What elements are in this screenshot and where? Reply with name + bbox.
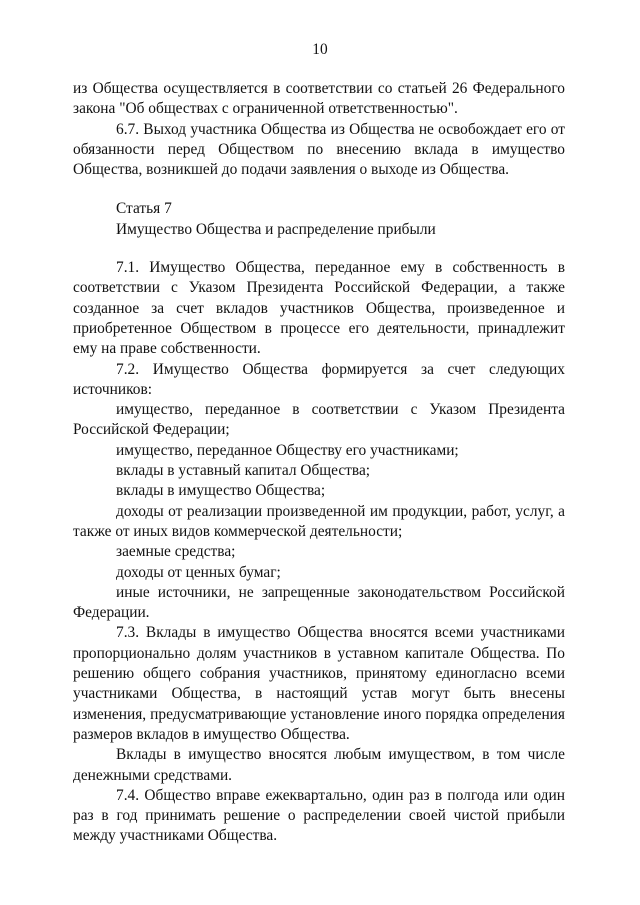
source-item: вклады в уставный капитал Общества; [116, 462, 371, 480]
paragraph-continuation: из Общества осуществляется в соответствии со статьей 26 Федерального закона "Об обществах с ограниченной ответственностью". [73, 80, 565, 118]
paragraph-7-3: 7.3. Вклады в имущество Общества вносятся всеми участниками пропорционально долям участников в уставном капитале Общества. По решению общего собрания участников, принятому единогласно всеми участниками Общества, в настоящий устав могут быть внесены изменения, предусматривающие установление иного порядка определения размеров вкладов в имущество Общества. [73, 624, 565, 743]
paragraph-7-3-continued: Вклады в имущество вносятся любым имуществом, в том числе денежными средствами. [73, 746, 565, 784]
paragraph-7-4: 7.4. Общество вправе ежеквартально, один раз в полгода или один раз в год принимать решение о распределении своей чистой прибыли между участниками Общества. [73, 786, 565, 845]
paragraph-6-7: 6.7. Выход участника Общества из Общества не освобождает его от обязанности перед Обществом по внесению вклада в имущество Общества, возникшей до подачи заявления о выходе из Общества. [73, 120, 565, 179]
source-item: имущество, переданное в соответствии с Указом Президента Российской Федерации; [73, 401, 565, 439]
page-number: 10 [312, 41, 328, 58]
article-title: Имущество Общества и распределение прибыли [116, 220, 436, 238]
source-item: доходы от ценных бумаг; [116, 563, 281, 581]
source-item: имущество, переданное Обществу его участниками; [116, 441, 459, 459]
article-number: Статья 7 [116, 200, 172, 218]
paragraph-7-2: 7.2. Имущество Общества формируется за счет следующих источников: [73, 360, 565, 398]
paragraph-7-1: 7.1. Имущество Общества, переданное ему в собственность в соответствии с Указом Президента Российской Федерации, а также созданное за счет вкладов участников Общества, произведенное и приобретенное Обществом в процессе его деятельности, принадлежит ему на праве собственности. [73, 259, 565, 358]
source-item: вклады в имущество Общества; [116, 482, 326, 500]
source-item: иные источники, не запрещенные законодательством Российской Федерации. [73, 583, 565, 622]
source-item: доходы от реализации произведенной им продукции, работ, услуг, а также от иных видов коммерческой деятельности; [73, 502, 565, 540]
source-item: заемные средства; [116, 543, 236, 561]
document-body [73, 79, 565, 847]
article-heading [73, 199, 565, 240]
